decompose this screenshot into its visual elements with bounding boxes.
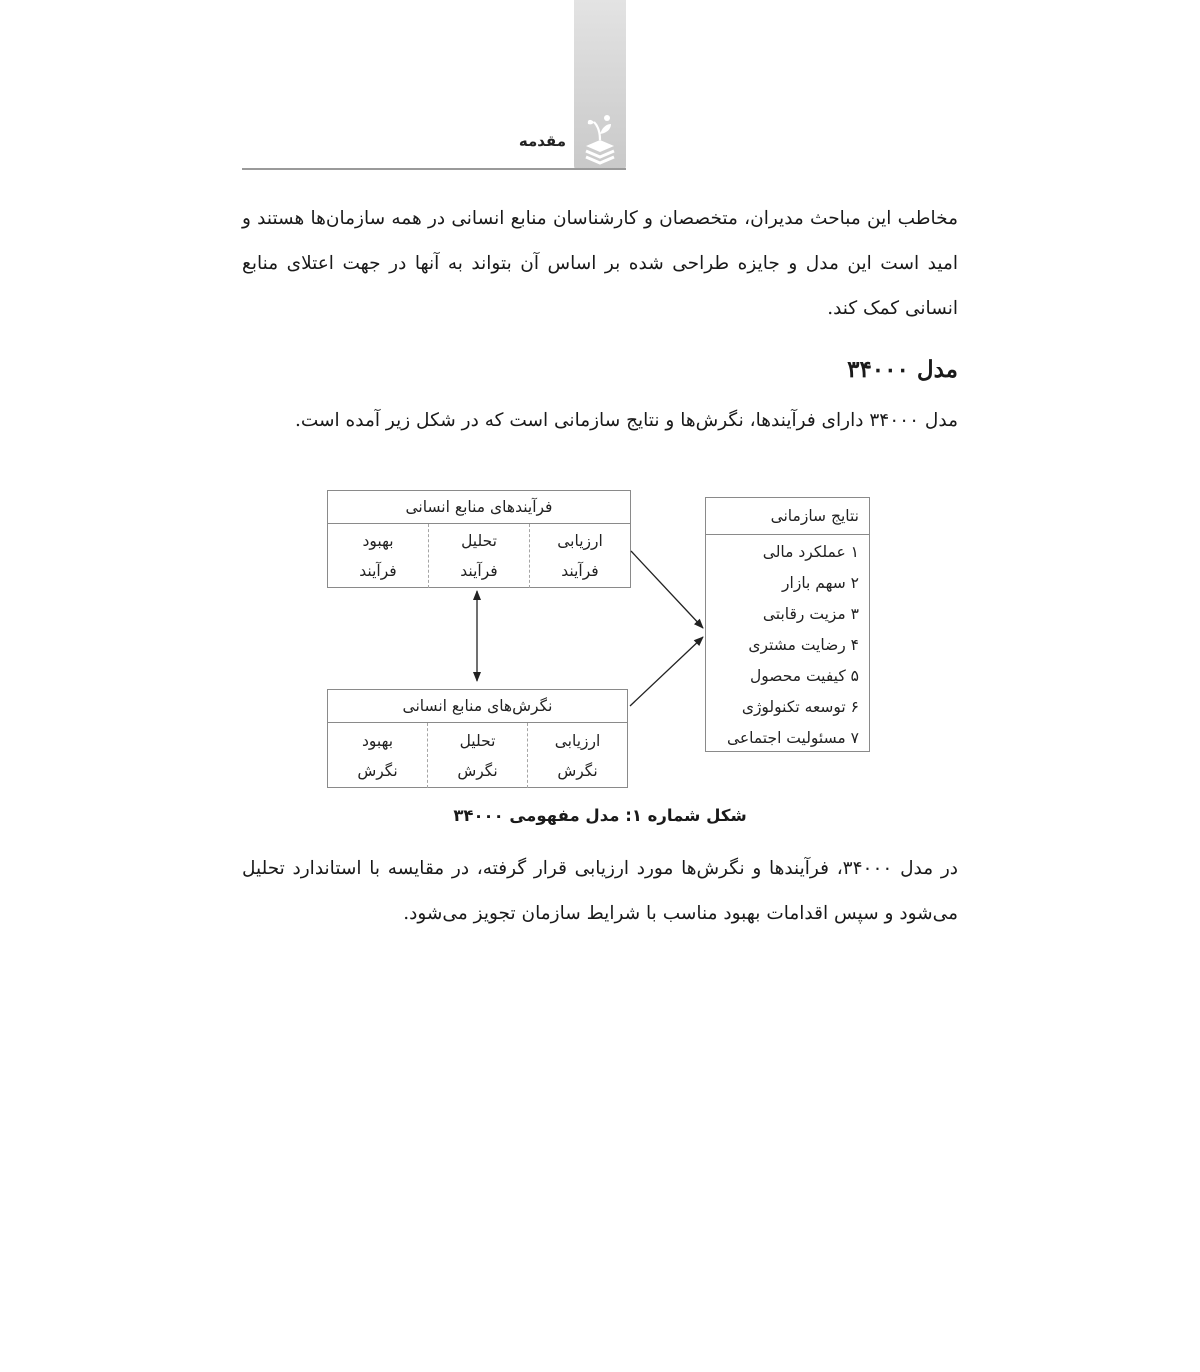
outcome-item: ۴ رضایت مشتری <box>748 636 859 654</box>
attitudes-column-improvement <box>328 723 427 788</box>
attitudes-column-evaluation <box>527 723 627 788</box>
outcomes-list <box>706 535 869 754</box>
processes-column-label: فرآیند <box>359 562 397 580</box>
chapter-title: مقدمه <box>518 132 566 150</box>
outcome-item: ۶ توسعه تکنولوژی <box>741 698 859 716</box>
processes-column-label: ارزیابی <box>557 532 603 550</box>
processes-to-outcomes-arrow <box>631 551 703 628</box>
attitudes-column-label: نگرش <box>457 761 498 780</box>
processes-column-label: تحلیل <box>461 532 497 550</box>
attitudes-column-label: تحلیل <box>459 731 496 750</box>
attitudes-column-label: نگرش <box>357 761 398 780</box>
attitudes-to-outcomes-arrow <box>630 637 703 706</box>
outcomes-title: نتایج سازمانی <box>706 498 869 535</box>
processes-column-label: فرآیند <box>460 562 498 580</box>
attitudes-column-analysis <box>427 723 527 788</box>
processes-column-analysis <box>428 524 529 588</box>
outcome-item: ۳ مزیت رقابتی <box>762 605 859 623</box>
figure-caption: شکل شماره ۱: مدل مفهومی ۳۴۰۰۰ <box>453 806 747 825</box>
processes-column-improvement <box>328 524 428 588</box>
outcome-item: ۲ سهم بازار <box>782 574 859 592</box>
final-paragraph: در مدل ۳۴۰۰۰، فرآیندها و نگرش‌ها مورد ارزیابی قرار گرفته، در مقایسه با استاندارد تحلیل می‌شود و سپس اقدامات بهبود مناسب با شرایط سازمان تجویز می‌شود. <box>242 858 959 924</box>
outcome-item: ۱ عملکرد مالی <box>762 543 859 561</box>
processes-column-evaluation <box>529 524 630 588</box>
header-divider <box>242 168 626 170</box>
section-heading: مدل ۳۴۰۰۰ <box>847 356 958 383</box>
book-sprout-icon <box>582 110 618 166</box>
processes-column-label: بهبود <box>362 532 394 550</box>
processes-title: فرآیندهای منابع انسانی <box>328 491 630 524</box>
processes-column-label: فرآیند <box>561 562 599 580</box>
outcome-item: ۷ مسئولیت اجتماعی <box>726 729 859 747</box>
outcome-item: ۵ کیفیت محصول <box>750 667 859 685</box>
processes-box <box>327 490 631 588</box>
attitudes-column-label: نگرش <box>557 761 598 780</box>
attitudes-column-label: بهبود <box>361 731 394 750</box>
attitudes-column-label: ارزیابی <box>554 731 601 750</box>
processes-columns <box>328 524 630 588</box>
attitudes-box <box>327 689 628 788</box>
intro-paragraph: مخاطب این مباحث مدیران، متخصصان و کارشناسان منابع انسانی در همه سازمان‌ها هستند و امید است این مدل و جایزه طراحی شده بر اساس آن بتواند به آنها در جهت اعتلای منابع انسانی کمک کند. <box>242 208 958 319</box>
outcomes-box <box>705 497 870 752</box>
attitudes-columns <box>328 723 627 788</box>
model-intro-paragraph: مدل ۳۴۰۰۰ دارای فرآیندها، نگرش‌ها و نتایج سازمانی است که در شکل زیر آمده است. <box>294 410 958 431</box>
attitudes-title: نگرش‌های منابع انسانی <box>328 690 627 723</box>
